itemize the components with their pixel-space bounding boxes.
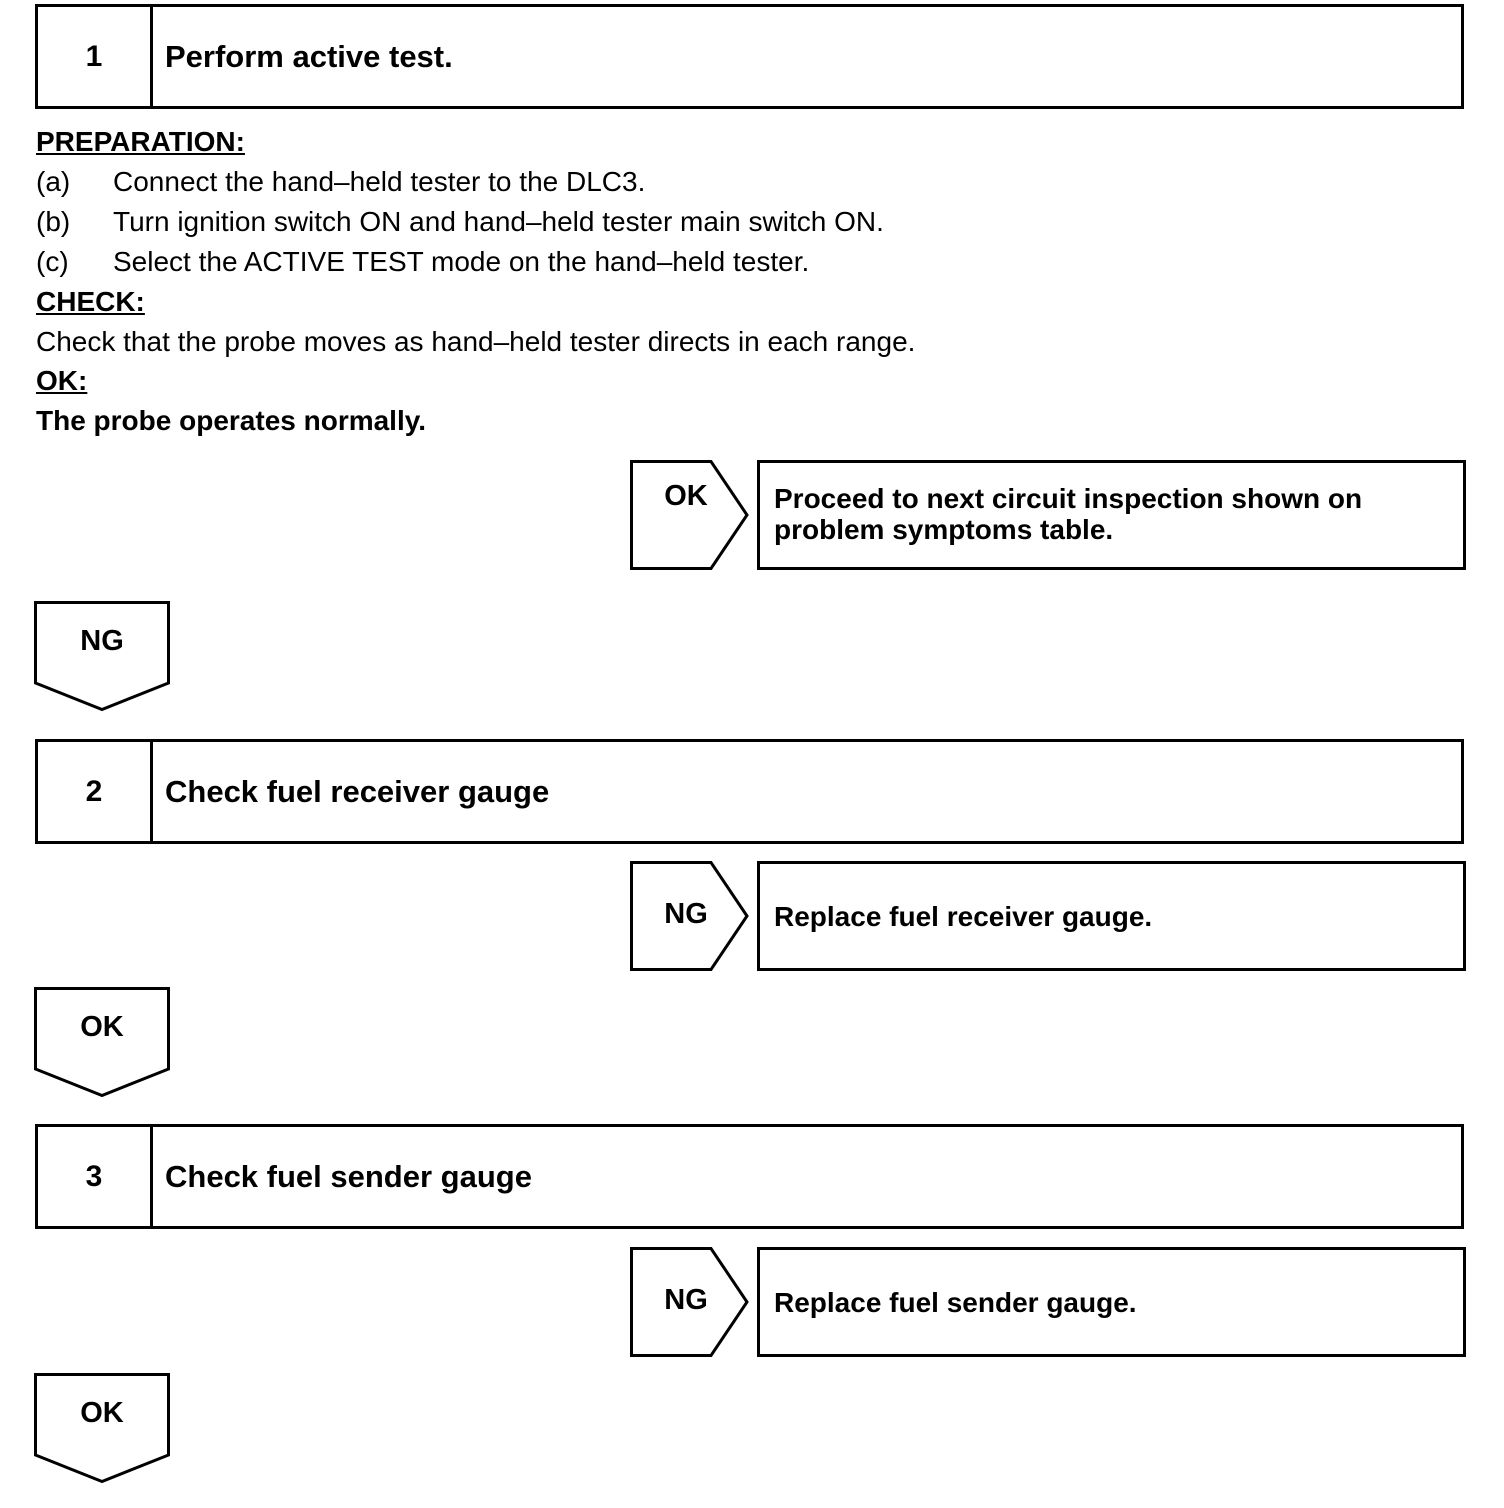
check-heading: CHECK: <box>36 286 145 317</box>
preparation-item-marker: (c) <box>36 246 69 277</box>
preparation-item-text: Select the ACTIVE TEST mode on the hand–held tester. <box>113 246 810 277</box>
ng-branch-result: Replace fuel receiver gauge. <box>757 861 1466 971</box>
branch-label: NG <box>664 1284 708 1316</box>
step-3-box <box>35 1124 1464 1229</box>
ok-branch-result <box>757 460 1466 570</box>
ok-branch-arrow <box>630 460 752 572</box>
down-arrow-label: OK <box>80 1011 124 1043</box>
ng-branch-arrow <box>630 1247 752 1359</box>
step-2-box <box>35 739 1464 844</box>
preparation-heading: PREPARATION: <box>36 126 245 157</box>
step-1-box <box>35 4 1464 109</box>
step-1-title: Perform active test. <box>165 38 453 74</box>
ng-down-arrow <box>34 601 172 713</box>
ok-text: The probe operates normally. <box>36 405 427 436</box>
preparation-item-a <box>36 165 645 199</box>
preparation-item-c <box>36 245 809 279</box>
branch-label: OK <box>664 480 708 512</box>
right-arrow-icon <box>630 460 752 572</box>
step-2-title: Check fuel receiver gauge <box>165 773 550 809</box>
down-arrow-label: NG <box>80 625 124 657</box>
step-3-title: Check fuel sender gauge <box>165 1158 532 1194</box>
ok-down-arrow <box>34 987 172 1099</box>
step-2-number: 2 <box>38 742 153 841</box>
preparation-item-b <box>36 205 884 239</box>
preparation-item-marker: (a) <box>36 166 71 197</box>
preparation-item-text: Turn ignition switch ON and hand–held tester main switch ON. <box>113 206 884 237</box>
step-3-number: 3 <box>38 1127 153 1226</box>
ok-down-arrow <box>34 1373 172 1485</box>
ok-heading: OK: <box>36 365 88 396</box>
check-text: Check that the probe moves as hand–held tester directs in each range. <box>36 326 916 357</box>
preparation-item-text: Connect the hand–held tester to the DLC3. <box>113 166 646 197</box>
preparation-item-marker: (b) <box>36 206 71 237</box>
result-text-line-1: Proceed to next circuit inspection shown on <box>774 483 1363 514</box>
ng-branch-result: Replace fuel sender gauge. <box>757 1247 1466 1357</box>
step-1-number: 1 <box>38 7 153 106</box>
down-arrow-label: OK <box>80 1397 124 1429</box>
result-text-line-2: problem symptoms table. <box>774 514 1114 545</box>
branch-label: NG <box>664 898 708 930</box>
ng-branch-arrow <box>630 861 752 973</box>
